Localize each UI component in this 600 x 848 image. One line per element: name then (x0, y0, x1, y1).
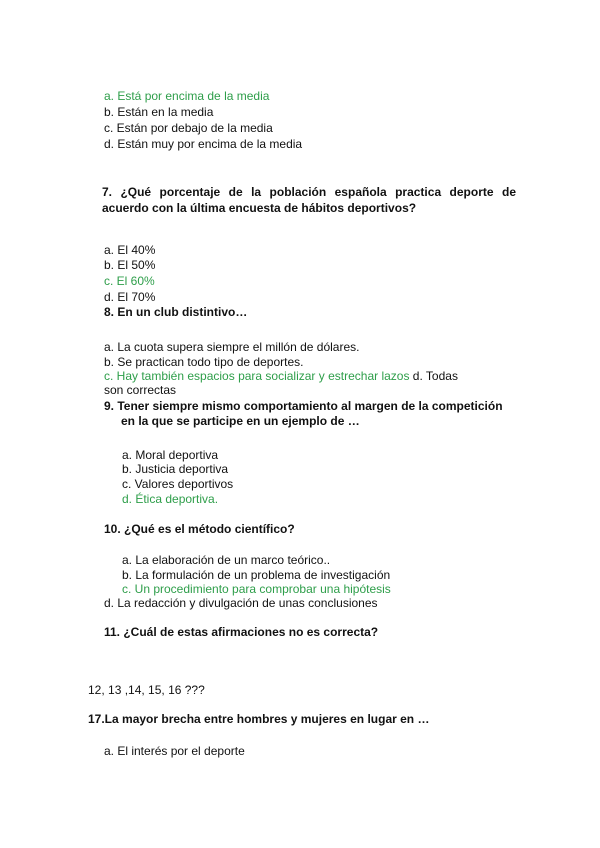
q10-option-a: a. La elaboración de un marco teórico.. (122, 553, 331, 567)
q9-option-d-correct: d. Ética deportiva. (122, 492, 219, 506)
question-9-line-2: en la que se participe en un ejemplo de … (121, 414, 360, 428)
question-9-line-1: 9. Tener siempre mismo comportamiento al margen de la competición (104, 399, 503, 413)
question-7-line-1: 7. ¿Qué porcentaje de la población española practica deporte de (102, 185, 516, 199)
question-17-title: 17.La mayor brecha entre hombres y mujeres en lugar en … (88, 712, 430, 726)
missing-questions-note: 12, 13 ,14, 15, 16 ??? (88, 683, 205, 697)
q10-option-c-correct: c. Un procedimiento para comprobar una hipótesis (122, 582, 391, 596)
q8-option-c-correct: c. Hay también espacios para socializar y estrechar lazos (104, 369, 410, 383)
q8-option-d: d. Todas (409, 369, 458, 383)
q10-option-b: b. La formulación de un problema de investigación (122, 568, 391, 582)
q9-option-a: a. Moral deportiva (122, 448, 219, 462)
question-11-title: 11. ¿Cuál de estas afirmaciones no es correcta? (104, 625, 379, 639)
q7-option-c-correct: c. El 60% (104, 274, 155, 288)
answer-option-a-correct: a. Está por encima de la media (104, 89, 270, 103)
question-7-line-2: acuerdo con la última encuesta de hábitos deportivos? (102, 201, 417, 215)
question-10-title: 10. ¿Qué es el método científico? (104, 522, 295, 536)
q17-option-a: a. El interés por el deporte (104, 744, 245, 758)
q10-option-d: d. La redacción y divulgación de unas conclusiones (104, 596, 378, 610)
q9-option-b: b. Justicia deportiva (122, 462, 229, 476)
q7-option-b: b. El 50% (104, 258, 156, 272)
q7-option-a: a. El 40% (104, 243, 156, 257)
answer-option-c: c. Están por debajo de la media (104, 121, 273, 135)
answer-option-d: d. Están muy por encima de la media (104, 137, 303, 151)
q8-option-d-continuation: son correctas (104, 383, 177, 397)
answer-option-b: b. Están en la media (104, 105, 214, 119)
q8-option-c-line (104, 369, 458, 384)
q9-option-c: c. Valores deportivos (122, 477, 234, 491)
q7-option-d: d. El 70% (104, 290, 156, 304)
question-8-title: 8. En un club distintivo… (104, 305, 248, 319)
q8-option-a: a. La cuota supera siempre el millón de dólares. (104, 340, 360, 354)
q8-option-b: b. Se practican todo tipo de deportes. (104, 355, 304, 369)
